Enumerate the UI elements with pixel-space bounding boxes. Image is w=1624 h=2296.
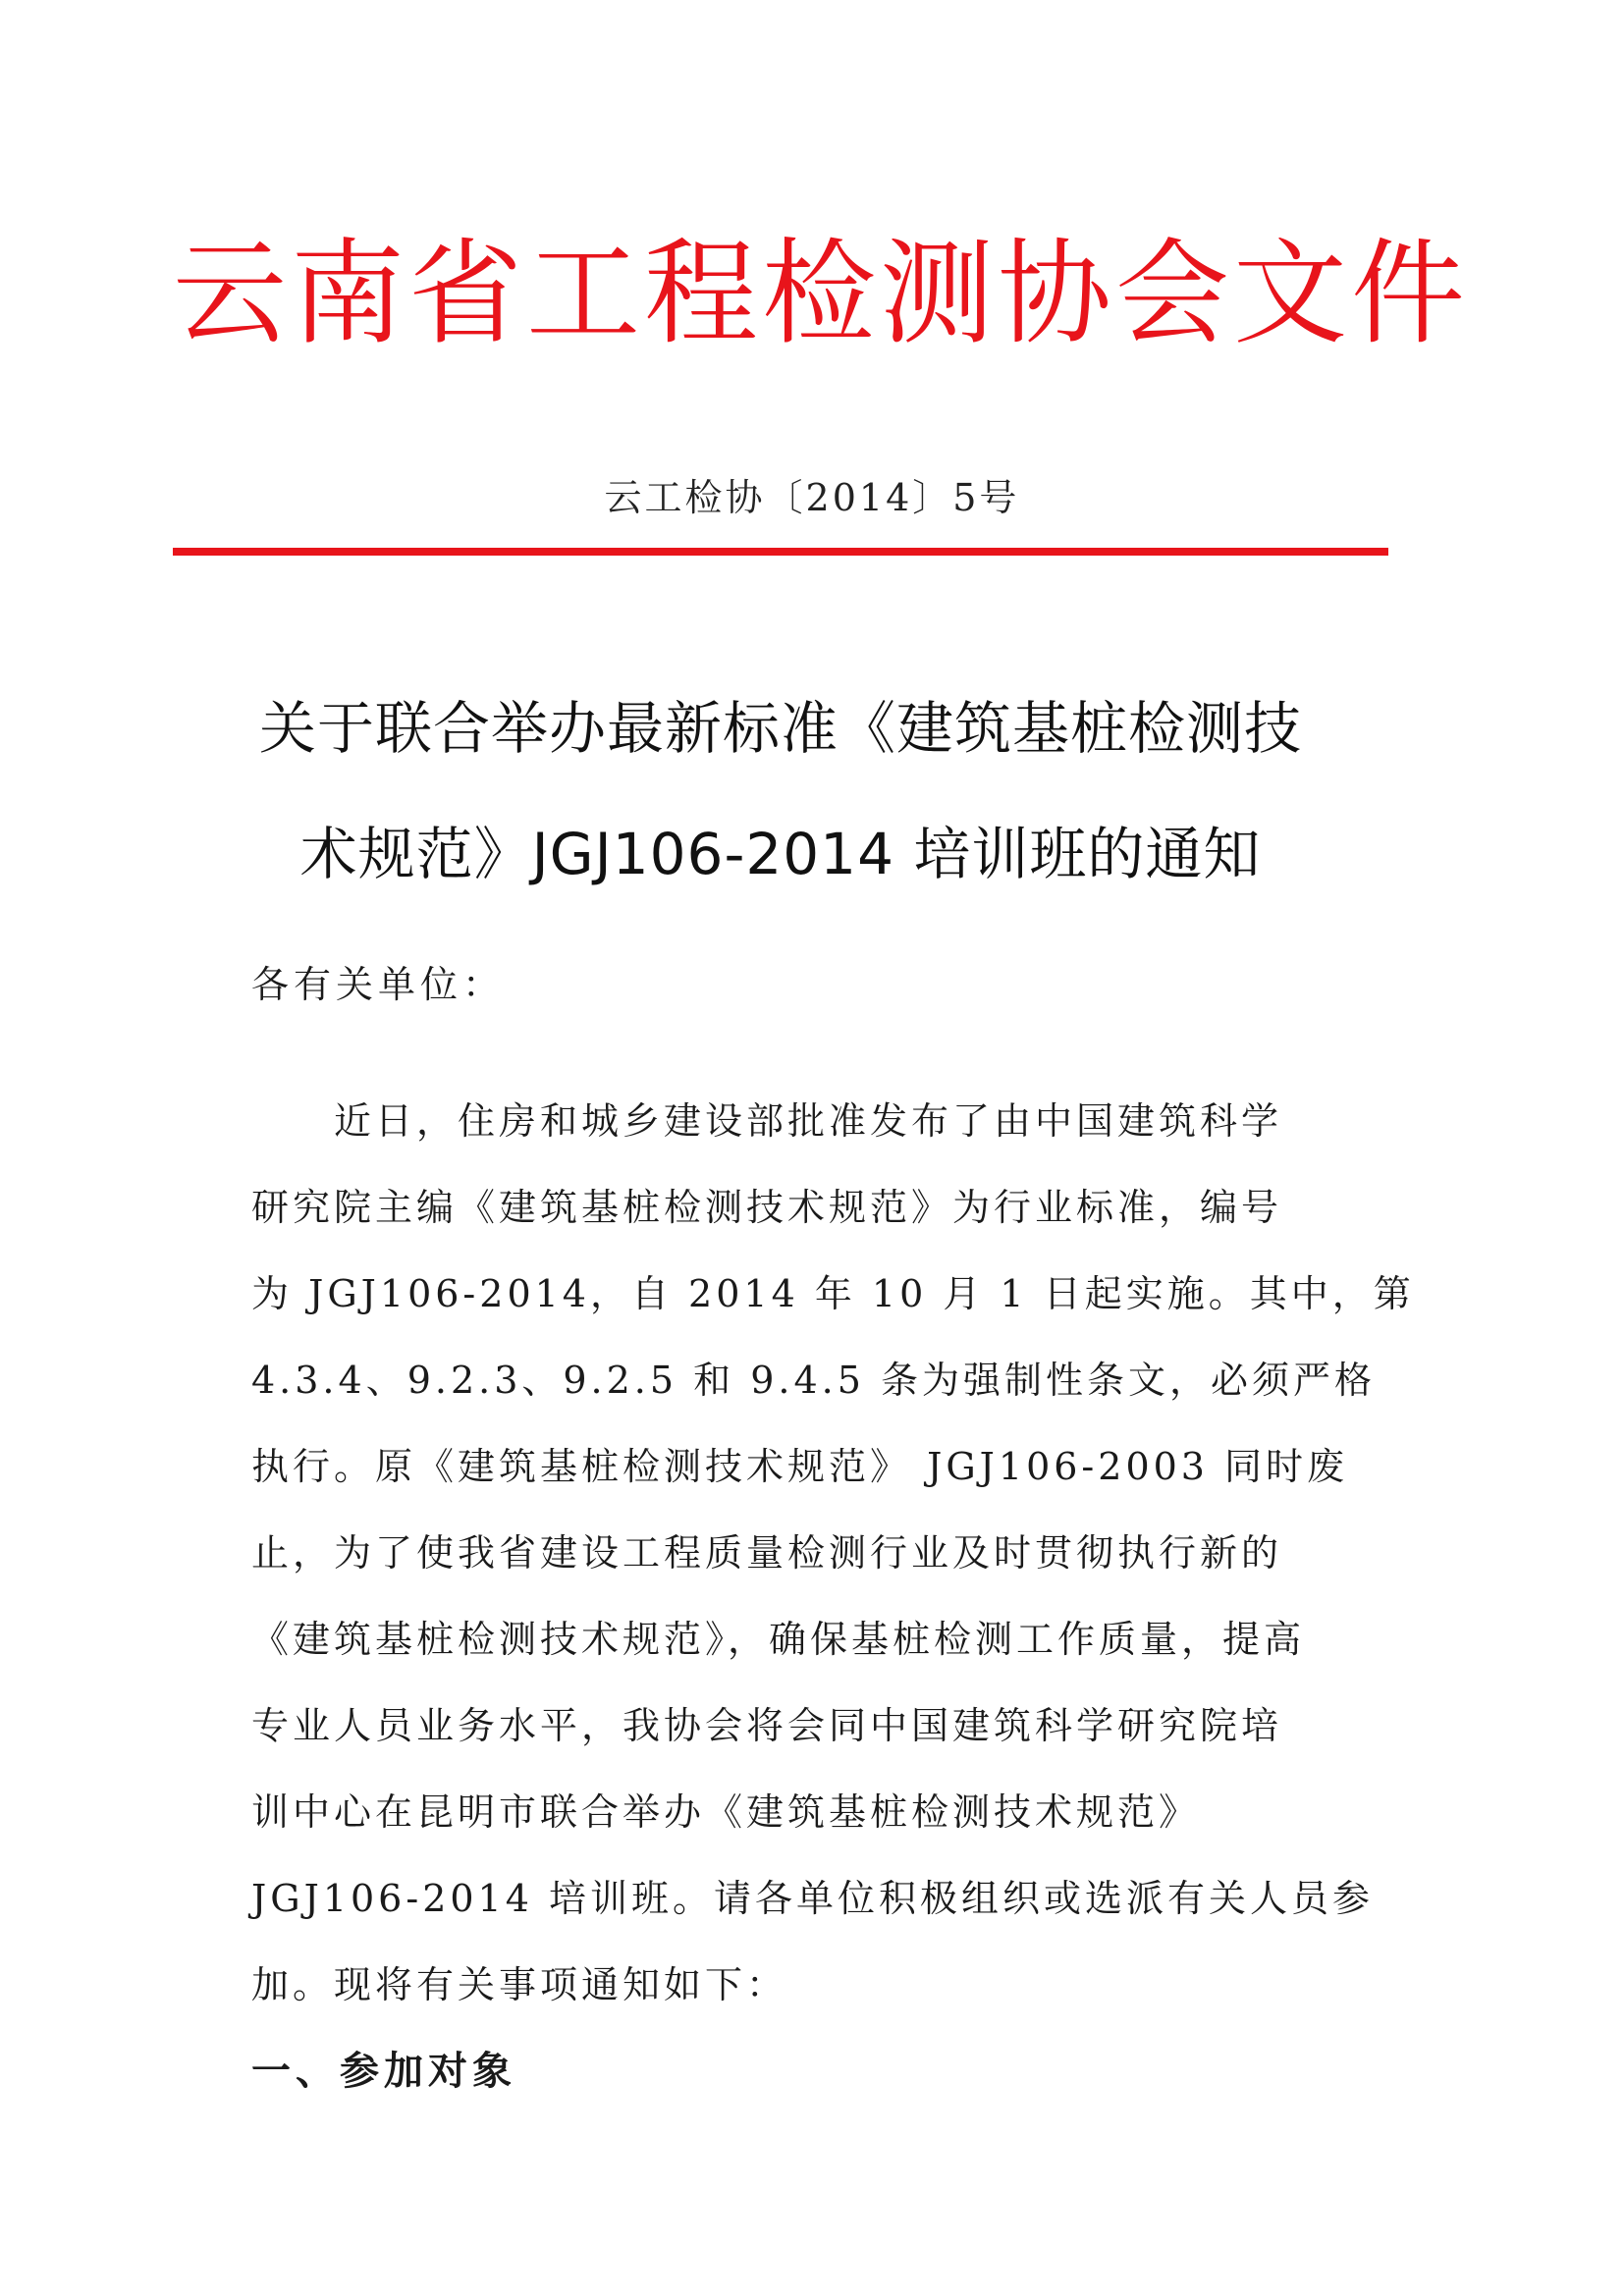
body-line: 《建筑基桩检测技术规范》，确保基桩检测工作质量，提高 <box>251 1618 1306 1661</box>
body-line: 研究院主编《建筑基桩检测技术规范》为行业标准，编号 <box>251 1186 1283 1229</box>
body-line: 专业人员业务水平，我协会将会同中国建筑科学研究院培 <box>251 1704 1283 1747</box>
notice-title <box>173 666 1388 917</box>
document-number: 云工检协〔2014〕5号 <box>604 476 1020 519</box>
salutation: 各有关单位： <box>251 963 506 1006</box>
body-line: 4.3.4、9.2.3、9.2.5 和 9.4.5 条为强制性条文，必须严格 <box>251 1359 1376 1402</box>
body-line: 训中心在昆明市联合举办《建筑基桩检测技术规范》 <box>251 1790 1201 1834</box>
red-divider-line <box>173 548 1388 556</box>
body-line: 近日，住房和城乡建设部批准发布了由中国建筑科学 <box>251 1099 1283 1143</box>
body-line: 为 JGJ106-2014，自 2014 年 10 月 1 日起实施。其中，第 <box>251 1272 1415 1315</box>
body-line: 止，为了使我省建设工程质量检测行业及时贯彻执行新的 <box>251 1531 1283 1575</box>
body-line: 加。现将有关事项通知如下： <box>251 1963 788 2006</box>
body-line: JGJ106-2014 培训班。请各单位积极组织或选派有关人员参 <box>251 1877 1374 1920</box>
body-paragraph <box>251 1078 1415 2028</box>
section-heading-participants: 一、参加对象 <box>251 2048 516 2094</box>
org-header-title: 云南省工程检测协会文件 <box>173 228 1469 360</box>
notice-title-line-2: 术规范》JGJ106-2014 培训班的通知 <box>299 821 1262 887</box>
notice-title-line-1: 关于联合举办最新标准《建筑基桩检测技 <box>258 695 1302 762</box>
body-line: 执行。原《建筑基桩检测技术规范》 JGJ106-2003 同时废 <box>251 1445 1349 1488</box>
